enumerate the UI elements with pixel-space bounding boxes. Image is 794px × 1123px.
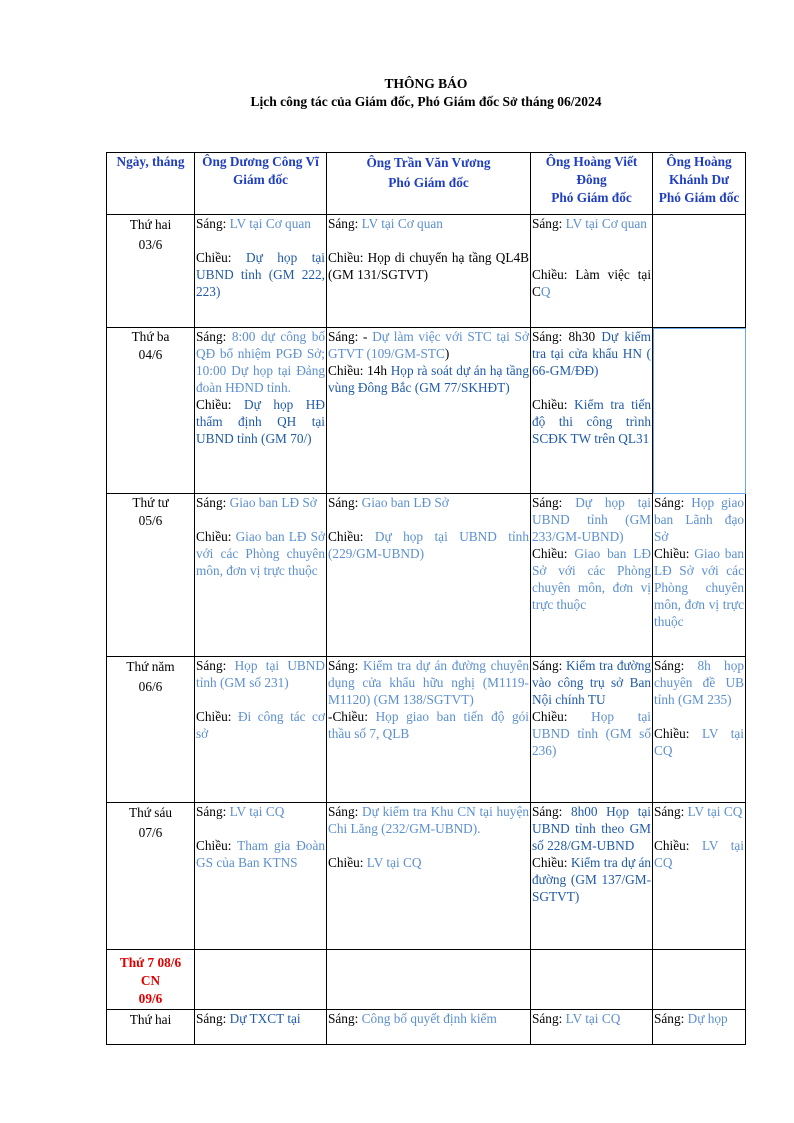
day-cell: Thứ sáu 07/6: [107, 803, 195, 950]
schedule-cell: Sáng: 8h họp chuyên đề UB tỉnh (GM 235) Chiều: LV tại CQ: [653, 657, 746, 803]
schedule-cell: Sáng: LV tại CQ Chiều: LV tại CQ: [653, 803, 746, 950]
header-col-1-name: Ông Dương Công Vĩ: [202, 154, 319, 169]
schedule-cell: Sáng: 8:00 dự công bố QĐ bổ nhiệm PGĐ Sở; 10:00 Dự họp tại Đảng đoàn HĐND tỉnh. Chiều: Dự họp HĐ thẩm định QH tại UBND tỉnh (GM 70/): [195, 328, 327, 494]
notice-heading: THÔNG BÁO: [384, 76, 468, 91]
table-header-row: [107, 153, 746, 215]
schedule-cell: [531, 950, 653, 1010]
table-row: [107, 657, 746, 803]
schedule-cell: Sáng: Giao ban LĐ Sở Chiều: Giao ban LĐ Sở với các Phòng chuyên môn, đơn vị trực thuộc: [195, 494, 327, 657]
table-row: [107, 328, 746, 494]
schedule-cell: [653, 950, 746, 1010]
weekend-day-cell: Thứ 7 08/6 CN 09/6: [107, 950, 195, 1010]
schedule-cell: Sáng: Kiểm tra dự án đường chuyên dụng cửa khẩu hữu nghị (M1119-M1120) (GM 138/SGTVT) -Chiều: Họp giao ban tiến độ gói thầu số 7, QLB: [327, 657, 531, 803]
header-col-1: [195, 153, 327, 215]
day-cell: Thứ tư 05/6: [107, 494, 195, 657]
table-row: [107, 1010, 746, 1045]
day-cell: Thứ hai 03/6: [107, 215, 195, 328]
header-col-3-name: Ông Hoàng Viết Đông: [545, 154, 638, 187]
header-col-3: [531, 153, 653, 215]
schedule-cell: Sáng: LV tại CQ Chiều: Tham gia Đoàn GS của Ban KTNS: [195, 803, 327, 950]
schedule-cell: Sáng: Dự họp: [653, 1010, 746, 1045]
schedule-cell: [195, 950, 327, 1010]
schedule-cell: Sáng: Dự họp tại UBND tỉnh (GM 233/GM-UBND) Chiều: Giao ban LĐ Sở với các Phòng chuyên môn, đơn vị trực thuộc: [531, 494, 653, 657]
schedule-cell: Sáng: Giao ban LĐ Sở Chiều: Dự họp tại UBND tỉnh (229/GM-UBND): [327, 494, 531, 657]
schedule-cell: Sáng: Dự kiểm tra Khu CN tại huyện Chi Lăng (232/GM-UBND). Chiều: LV tại CQ: [327, 803, 531, 950]
header-col-4-name: Ông Hoàng Khánh Dư: [666, 154, 732, 187]
header-col-3-role: Phó Giám đốc: [551, 190, 632, 205]
schedule-cell: [653, 215, 746, 328]
day-cell: Thứ năm 06/6: [107, 657, 195, 803]
table-row: [107, 803, 746, 950]
schedule-cell: [653, 328, 746, 494]
schedule-cell: Sáng: Kiểm tra đường vào công trụ sở Ban Nội chính TU Chiều: Họp tại UBND tỉnh (GM số 236): [531, 657, 653, 803]
header-col-1-role: Giám đốc: [232, 172, 289, 187]
schedule-cell: Sáng: 8h30 Dự kiểm tra tại cửa khẩu HN ( 66-GM/ĐĐ) Chiều: Kiểm tra tiến độ thi công trình SCĐK TW trên QL31: [531, 328, 653, 494]
schedule-cell: Sáng: Công bố quyết định kiểm: [327, 1010, 531, 1045]
table-row: [107, 215, 746, 328]
schedule-cell: Sáng: 8h00 Họp tại UBND tỉnh theo GM số 228/GM-UBND Chiều: Kiểm tra dự án đường (GM 137/GM-SGTVT): [531, 803, 653, 950]
schedule-cell: Sáng: LV tại Cơ quan Chiều: Làm việc tại CQ: [531, 215, 653, 328]
header-col-4: [653, 153, 746, 215]
schedule-cell: Sáng: Dự TXCT tại: [195, 1010, 327, 1045]
schedule-table: [106, 152, 746, 1045]
table-row-weekend: [107, 950, 746, 1010]
notice-subtitle: Lịch công tác của Giám đốc, Phó Giám đốc Sở tháng 06/2024: [250, 94, 602, 109]
header-col-4-role: Phó Giám đốc: [658, 190, 740, 205]
header-day: Ngày, tháng: [107, 153, 195, 215]
schedule-cell: Sáng: LV tại CQ: [531, 1010, 653, 1045]
schedule-cell: Sáng: Họp tại UBND tỉnh (GM số 231) Chiều: Đi công tác cơ sở: [195, 657, 327, 803]
header-col-2-role: Phó Giám đốc: [388, 175, 469, 190]
schedule-cell: Sáng: Họp giao ban Lãnh đạo Sở Chiều: Giao ban LĐ Sở với các Phòng chuyên môn, đơn vị trực thuộc: [653, 494, 746, 657]
day-cell: Thứ hai: [107, 1010, 195, 1045]
day-cell: Thứ ba 04/6: [107, 328, 195, 494]
table-row: [107, 494, 746, 657]
schedule-cell: Sáng: - Dự làm việc với STC tại Sở GTVT (109/GM-STC) Chiều: 14h Họp rà soát dự án hạ tầng vùng Đông Bắc (GM 77/SKHĐT): [327, 328, 531, 494]
document-title: [0, 75, 794, 111]
schedule-cell: Sáng: LV tại Cơ quan Chiều: Họp di chuyển hạ tầng QL4B (GM 131/SGTVT): [327, 215, 531, 328]
schedule-cell: [327, 950, 531, 1010]
schedule-cell: Sáng: LV tại Cơ quan Chiều: Dự họp tại UBND tỉnh (GM 222, 223): [195, 215, 327, 328]
header-col-2: [327, 153, 531, 215]
header-col-2-name: Ông Trần Văn Vương: [366, 155, 491, 170]
